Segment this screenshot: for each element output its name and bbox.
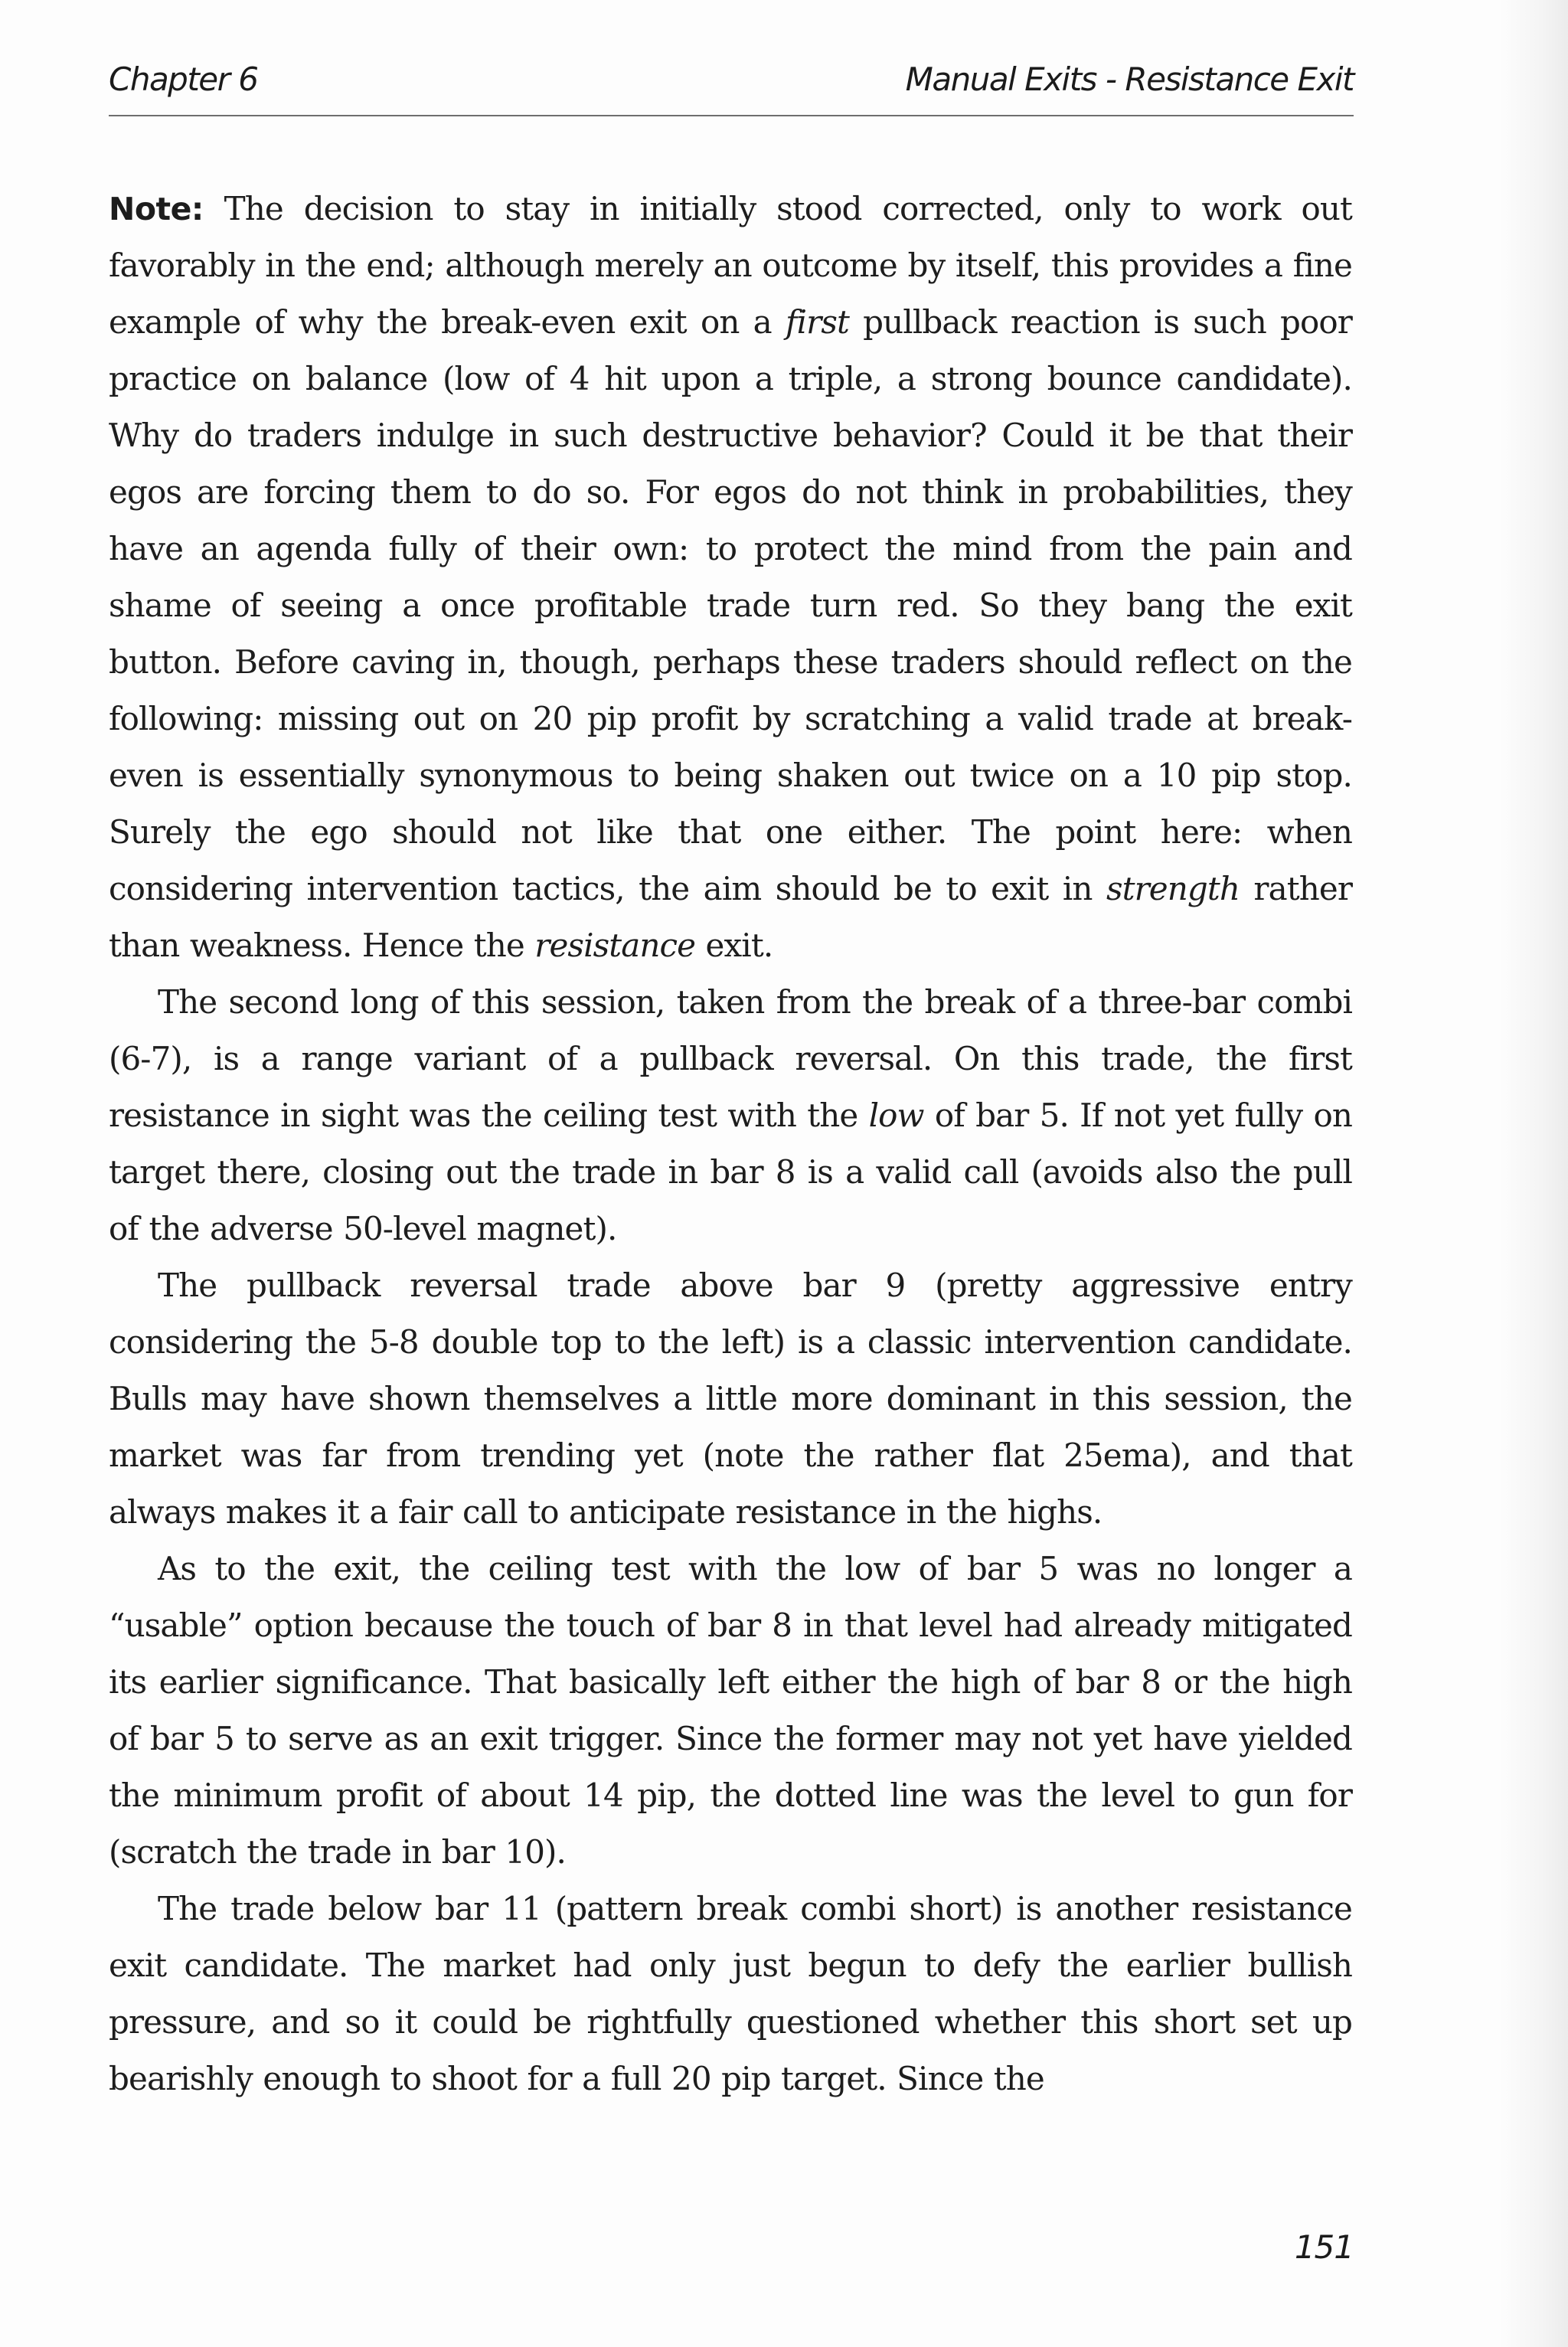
body-paragraph: The trade below bar 11 (pattern break combi short) is another resistance exit candidate. The market had only just begun to defy the earlier bullish pressure, and so it could be rightfully questioned whether this short set up bearishly enough to shoot for a full 20 pip target. Since the (109, 1890, 1352, 2097)
paragraph-text: of bar 5. If not yet fully on target there, closing out the trade in bar 8 is a valid call (avoids also the pull of the adverse 50-level magnet). (109, 1097, 1352, 1247)
emphasis-text: resistance (534, 927, 696, 964)
body-paragraph (109, 974, 1352, 1257)
paragraph-text: pullback reaction is such poor practice on balance (low of 4 hit upon a triple, a strong bounce candidate). Why do traders indulge in such destructive behavior? Could it be that their egos are forcing them to do so. For egos do not think in probabilities, they have an agenda fully of their own: to protect the mind from the pain and shame of seeing a once profitable trade turn red. So they bang the exit button. Before caving in, though, perhaps these traders should reflect on the following: missing out on 20 pip profit by scratching a valid trade at break-even is essentially synonymous to being shaken out twice on a 10 pip stop. Surely the ego should not like that one either. The point here: when considering intervention tactics, the aim should be to exit in (109, 303, 1352, 907)
running-header (109, 57, 1354, 116)
page-body (109, 181, 1352, 2107)
paragraph-text: The second long of this session, taken from the break of a three-bar combi (6-7), is a range variant of a pullback reversal. On this trade, the first resistance in sight was the ceiling test with the (109, 983, 1352, 1134)
emphasis-text: low (868, 1097, 924, 1134)
body-paragraph: As to the exit, the ceiling test with the low of bar 5 was no longer a “usable” option because the touch of bar 8 in that level had already mitigated its earlier significance. That basically left either the high of bar 8 or the high of bar 5 to serve as an exit trigger. Since the former may not yet have yielded the minimum profit of about 14 pip, the dotted line was the level to gun for (scratch the trade in bar 10). (109, 1550, 1352, 1871)
emphasis-text: strength (1106, 870, 1240, 907)
paragraph-text: rather than weakness. Hence the (109, 870, 1353, 964)
note-label: Note: (109, 191, 204, 227)
note-paragraph (109, 181, 1352, 974)
paragraph-text: The decision to stay in initially stood corrected, only to work out favorably in the end; although merely an outcome by itself, this provides a fine example of why the break-even exit on a (109, 190, 1352, 341)
body-paragraph: The pullback reversal trade above bar 9 (pretty aggressive entry considering the 5-8 double top to the left) is a classic intervention candidate. Bulls may have shown themselves a little more dominant in this session, the market was far from trending yet (note the rather flat 25ema), and that always makes it a fair call to anticipate resistance in the highs. (109, 1267, 1352, 1531)
paragraph-text: exit. (695, 927, 773, 964)
emphasis-text: first (785, 303, 849, 341)
section-title: Manual Exits - Resistance Exit (905, 60, 1354, 98)
chapter-label: Chapter 6 (109, 60, 258, 98)
page-number: 151 (1294, 2228, 1354, 2266)
page-gutter-shadow (1499, 0, 1568, 2347)
